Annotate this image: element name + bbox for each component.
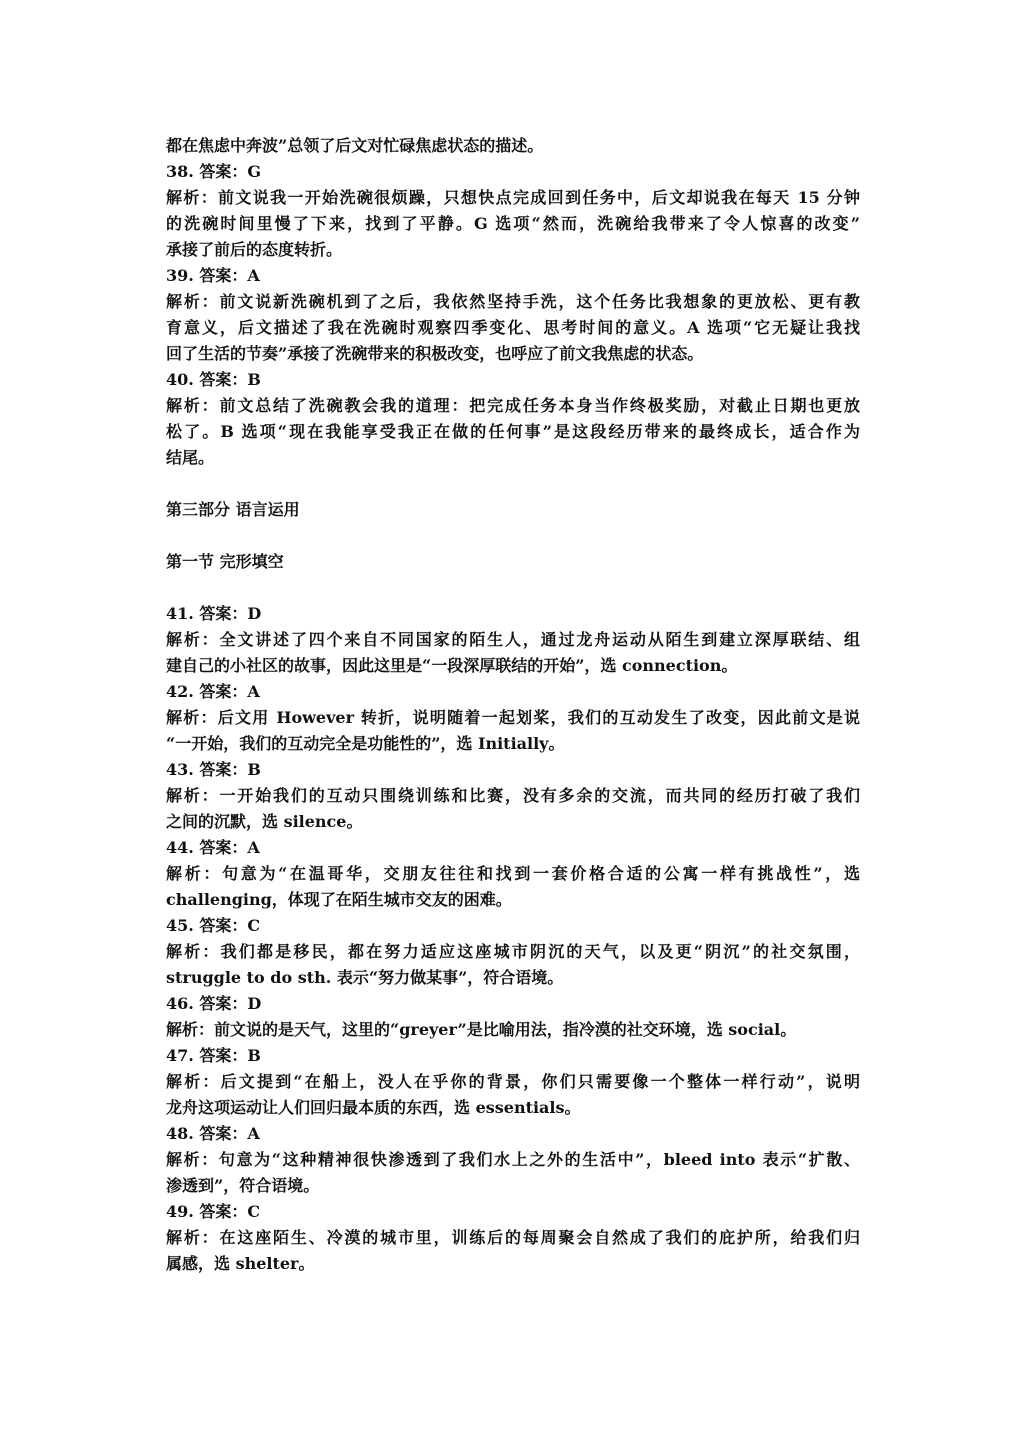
spacer <box>166 575 860 601</box>
answer-48: 48. 答案：A <box>166 1124 260 1143</box>
analysis-49-line-1: 解析：在这座陌生、冷漠的城市里，训练后的每周聚会自然成了我们的庇护所，给我们归 <box>166 1228 860 1247</box>
answer-43: 43. 答案：B <box>166 760 261 779</box>
analysis-39-line-2: 育意义，后文描述了我在洗碗时观察四季变化、思考时间的意义。A 选项“它无疑让我找 <box>166 318 860 337</box>
analysis-41-line-1: 解析：全文讲述了四个来自不同国家的陌生人，通过龙舟运动从陌生到建立深厚联结、组 <box>166 630 860 649</box>
document-page <box>166 133 860 1277</box>
section1-heading: 第一节 完形填空 <box>166 552 284 571</box>
analysis-44-line-1: 解析：句意为“在温哥华，交朋友往往和找到一套价格合适的公寓一样有挑战性”，选 <box>166 864 860 883</box>
analysis-46-line-1: 解析：前文说的是天气，这里的“greyer”是比喻用法，指冷漠的社交环境，选 social。 <box>166 1020 797 1039</box>
answer-40: 40. 答案：B <box>166 370 261 389</box>
spacer <box>166 523 860 549</box>
analysis-45-line-1: 解析：我们都是移民，都在努力适应这座城市阴沉的天气，以及更“阴沉”的社交氛围， <box>166 942 860 961</box>
analysis-48-line-1: 解析：句意为“这种精神很快渗透到了我们水上之外的生活中”，bleed into 表示“扩散、 <box>166 1150 860 1169</box>
answer-49: 49. 答案：C <box>166 1202 261 1221</box>
analysis-41-line-2: 建自己的小社区的故事，因此这里是“一段深厚联结的开始”，选 connection。 <box>166 656 738 675</box>
answer-44: 44. 答案：A <box>166 838 260 857</box>
answer-38: 38. 答案：G <box>166 162 262 181</box>
analysis-47-line-1: 解析：后文提到“在船上，没人在乎你的背景，你们只需要像一个整体一样行动”，说明 <box>166 1072 860 1091</box>
answer-41: 41. 答案：D <box>166 604 262 623</box>
analysis-38-line-1: 解析：前文说我一开始洗碗很烦躁，只想快点完成回到任务中，后文却说我在每天 15 分钟 <box>166 188 860 207</box>
analysis-40-line-1: 解析：前文总结了洗碗教会我的道理：把完成任务本身当作终极奖励，对截止日期也更放 <box>166 396 860 415</box>
analysis-48-line-2: 渗透到”，符合语境。 <box>166 1176 320 1195</box>
answer-39: 39. 答案：A <box>166 266 260 285</box>
analysis-40-line-2: 松了。B 选项“现在我能享受我正在做的任何事”是这段经历带来的最终成长，适合作为 <box>166 422 860 441</box>
analysis-39-line-1: 解析：前文说新洗碗机到了之后，我依然坚持手洗，这个任务比我想象的更放松、更有教 <box>166 292 860 311</box>
answer-42: 42. 答案：A <box>166 682 260 701</box>
analysis-40-line-3: 结尾。 <box>166 448 215 467</box>
analysis-44-line-2: challenging，体现了在陌生城市交友的困难。 <box>166 890 512 909</box>
intro-line: 都在焦虑中奔波”总领了后文对忙碌焦虑状态的描述。 <box>166 136 544 155</box>
analysis-38-line-2: 的洗碗时间里慢了下来，找到了平静。G 选项“然而，洗碗给我带来了令人惊喜的改变” <box>166 214 860 233</box>
answer-46: 46. 答案：D <box>166 994 262 1013</box>
analysis-38-line-3: 承接了前后的态度转折。 <box>166 240 343 259</box>
analysis-42-line-1: 解析：后文用 However 转折，说明随着一起划桨，我们的互动发生了改变，因此前文是说 <box>166 708 860 727</box>
spacer <box>166 471 860 497</box>
answer-47: 47. 答案：B <box>166 1046 261 1065</box>
analysis-45-line-2: struggle to do sth. 表示“努力做某事”，符合语境。 <box>166 968 564 987</box>
part3-heading: 第三部分 语言运用 <box>166 500 300 519</box>
answer-45: 45. 答案：C <box>166 916 261 935</box>
analysis-43-line-2: 之间的沉默，选 silence。 <box>166 812 363 831</box>
analysis-42-line-2: “一开始，我们的互动完全是功能性的”，选 Initially。 <box>166 734 565 753</box>
analysis-49-line-2: 属感，选 shelter。 <box>166 1254 315 1273</box>
analysis-43-line-1: 解析：一开始我们的互动只围绕训练和比赛，没有多余的交流，而共同的经历打破了我们 <box>166 786 860 805</box>
analysis-47-line-2: 龙舟这项运动让人们回归最本质的东西，选 essentials。 <box>166 1098 581 1117</box>
analysis-39-line-3: 回了生活的节奏”承接了洗碗带来的积极改变，也呼应了前文我焦虑的状态。 <box>166 344 704 363</box>
